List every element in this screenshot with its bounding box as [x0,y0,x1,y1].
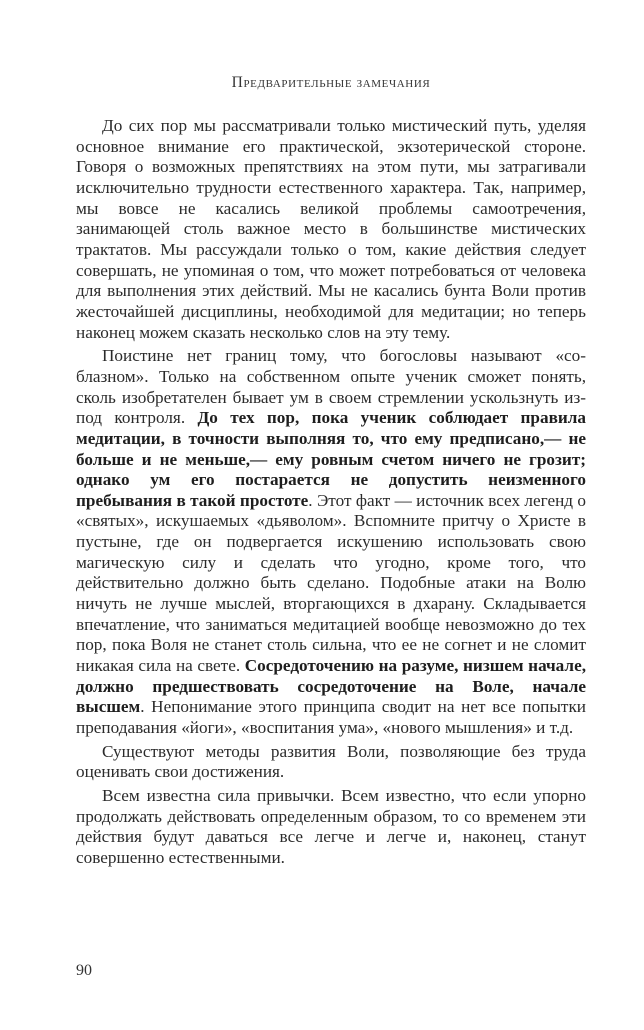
text-segment: Всем известна сила привычки. Всем известно, что если упорно продолжать действовать определенным образом, то со временем эти действия будут даваться все легче и легче и, наконец, станут совершенно естественными. [76,786,586,867]
bold-text-segment: Сосредоточению на разуме, низшем начале, должно предшествовать сосредоточение на Воле, начале высшем [76,656,586,717]
paragraph [76,346,586,738]
paragraph [76,786,586,869]
text-segment: . Непонимание этого принципа сводит на нет все попытки преподавания «йоги», «воспитания ума», «нового мышления» и т.д. [76,697,586,738]
text-segment: . Этот факт — источник всех легенд о «святых», искушаемых «дьяволом». Вспомните притчу о Христе в пустыне, где он подвергается искушению использовать свою магическую силу и сделать что угодно, кроме того, что действительно должно быть сделано. Подобные атаки на Волю ничуть не лучше мыслей, вторгающихся в дхарану. Складывается впечатление, что заниматься медитацией вообще невозможно до тех пор, пока Воля не станет столь сильна, что ее не согнет и не сломит никакая сила на свете. [76,490,586,676]
paragraph [76,116,586,343]
bold-text-segment: До тех пор, пока ученик соблюдает правила медитации, в точности выполняя то, что ему предписано,— не больше и не меньше,— ему ровным счетом ничего не грозит; однако ум его постарается не допустить неизменного пребывания в такой простоте [76,408,586,510]
text-segment: Существуют методы развития Воли, позволяющие без труда оценивать свои достижения. [76,741,586,782]
text-segment: До сих пор мы рассматривали только мистический путь, уделяя основное внимание его практической, экзотерической стороне. Говоря о возможных препятствиях на этом пути, мы затрагивали исключительно трудности естественного характера. Так, например, мы вовсе не касались великой проблемы самоотречения, занимающей столь важное место в большинстве мистических трактатов. Мы рассуждали только о том, какие действия следует совершать, не упоминая о том, что может потребоваться от человека для выполнения этих действий. Мы не касались бунта Воли против жесточайшей дисциплины, необходимой для медитации; но теперь наконец можем сказать несколько слов на эту тему. [76,116,586,342]
paragraph [76,742,586,783]
body-text [76,116,586,872]
running-head: Предварительные замечания [231,74,431,91]
page-number: 90 [76,962,92,979]
text-segment: Поистине нет границ тому, что богословы называют «соблазном». Только на собственном опыте ученик сможет понять, сколь изобретателен бывает ум в своем стремлении ускользнуть из-под контроля. [76,346,586,428]
